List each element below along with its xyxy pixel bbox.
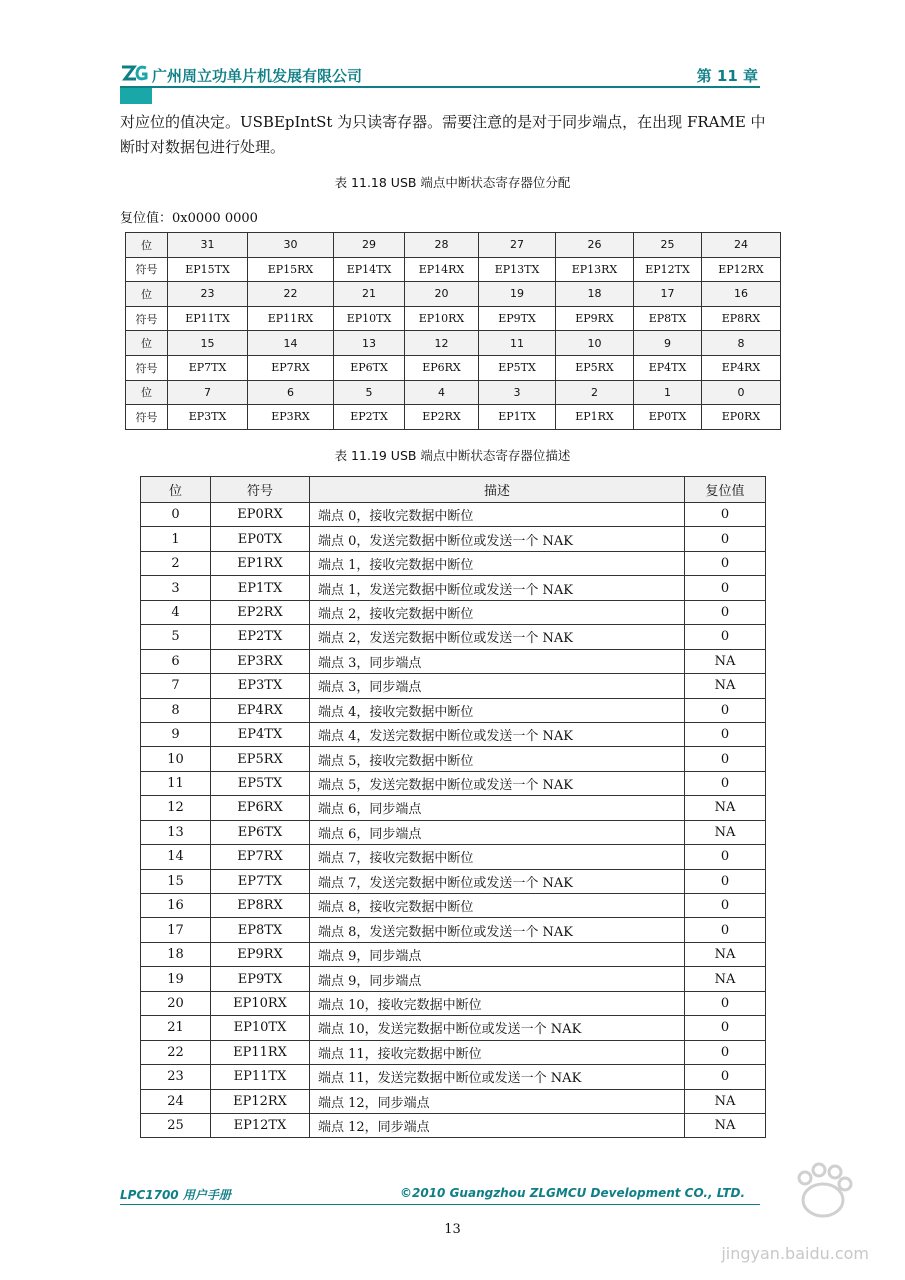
bit-number-cell: 20 [405, 282, 479, 307]
table-row [141, 1089, 766, 1113]
table-row [141, 698, 766, 722]
symbol-label: 符号 [126, 355, 168, 380]
reset-value: 复位值：0x0000 0000 [120, 211, 258, 226]
bit-cell: 2 [141, 551, 211, 575]
symbol-cell: EP14RX [405, 257, 479, 282]
bit-number-cell: 14 [248, 331, 334, 356]
symbol-cell: EP5TX [211, 771, 310, 795]
reset-value-cell: NA [685, 820, 766, 844]
bit-cell: 22 [141, 1040, 211, 1064]
symbol-cell: EP8TX [211, 918, 310, 942]
description-cell: 端点 3，同步端点 [310, 649, 685, 673]
symbol-cell: EP4TX [634, 355, 702, 380]
symbol-cell: EP6RX [211, 796, 310, 820]
description-cell: 端点 9，同步端点 [310, 967, 685, 991]
symbol-row [126, 355, 781, 380]
bit-number-cell: 19 [479, 282, 556, 307]
reset-value-cell: NA [685, 649, 766, 673]
table-row [141, 796, 766, 820]
description-cell: 端点 0，接收完数据中断位 [310, 503, 685, 527]
description-cell: 端点 9，同步端点 [310, 942, 685, 966]
bit-cell: 23 [141, 1065, 211, 1089]
bit-number-cell: 12 [405, 331, 479, 356]
symbol-cell: EP3RX [248, 405, 334, 430]
bit-cell: 3 [141, 576, 211, 600]
bit-number-cell: 2 [556, 380, 634, 405]
table-header-row [141, 477, 766, 503]
symbol-cell: EP15TX [168, 257, 248, 282]
bit-number-cell: 29 [334, 233, 405, 258]
reset-value-cell: 0 [685, 918, 766, 942]
symbol-cell: EP5RX [556, 355, 634, 380]
description-cell: 端点 5，接收完数据中断位 [310, 747, 685, 771]
table-row [141, 649, 766, 673]
bit-cell: 8 [141, 698, 211, 722]
bit-number-row [126, 282, 781, 307]
reset-value-cell: 0 [685, 600, 766, 624]
symbol-row [126, 257, 781, 282]
bit-number-cell: 4 [405, 380, 479, 405]
company-name: 广州周立功单片机发展有限公司 [152, 67, 363, 85]
header-accent-block [120, 88, 152, 104]
reset-value-cell: 0 [685, 1016, 766, 1040]
reset-value-cell: NA [685, 674, 766, 698]
reset-value-cell: 0 [685, 625, 766, 649]
bit-description-table [140, 476, 766, 1138]
symbol-row [126, 405, 781, 430]
reset-value-cell: NA [685, 796, 766, 820]
symbol-cell: EP12RX [702, 257, 781, 282]
bit-number-cell: 0 [702, 380, 781, 405]
bit-number-cell: 1 [634, 380, 702, 405]
reset-value-cell: 0 [685, 845, 766, 869]
description-cell: 端点 3，同步端点 [310, 674, 685, 698]
watermark-text: jingyan.baidu.com [721, 1244, 869, 1263]
symbol-cell: EP11TX [211, 1065, 310, 1089]
bit-number-cell: 15 [168, 331, 248, 356]
bit-number-cell: 11 [479, 331, 556, 356]
symbol-cell: EP0RX [211, 503, 310, 527]
footer-manual-title: LPC1700 用户手册 [120, 1188, 231, 1202]
bit-cell: 6 [141, 649, 211, 673]
symbol-cell: EP2RX [211, 600, 310, 624]
symbol-cell: EP1RX [556, 405, 634, 430]
bit-number-cell: 9 [634, 331, 702, 356]
symbol-cell: EP0RX [702, 405, 781, 430]
col-header-description: 描述 [310, 477, 685, 503]
table-row [141, 747, 766, 771]
symbol-cell: EP5RX [211, 747, 310, 771]
bit-cell: 15 [141, 869, 211, 893]
symbol-cell: EP5TX [479, 355, 556, 380]
reset-value-cell: NA [685, 1089, 766, 1113]
bit-cell: 16 [141, 894, 211, 918]
description-cell: 端点 8，接收完数据中断位 [310, 894, 685, 918]
intro-line-2: 断时对数据包进行处理。 [120, 138, 286, 156]
bit-cell: 24 [141, 1089, 211, 1113]
table-row [141, 503, 766, 527]
reset-value-cell: 0 [685, 869, 766, 893]
table-row [141, 1113, 766, 1137]
chapter-label: 第 11 章 [696, 67, 758, 85]
bit-cell: 0 [141, 503, 211, 527]
symbol-label: 符号 [126, 257, 168, 282]
bit-cell: 7 [141, 674, 211, 698]
symbol-cell: EP8TX [634, 306, 702, 331]
symbol-cell: EP3TX [211, 674, 310, 698]
bit-cell: 13 [141, 820, 211, 844]
bit-number-cell: 16 [702, 282, 781, 307]
bit-number-cell: 23 [168, 282, 248, 307]
bit-label: 位 [126, 380, 168, 405]
bit-number-cell: 22 [248, 282, 334, 307]
symbol-cell: EP1TX [479, 405, 556, 430]
bit-number-cell: 21 [334, 282, 405, 307]
table-row [141, 845, 766, 869]
bit-number-cell: 10 [556, 331, 634, 356]
symbol-cell: EP9RX [211, 942, 310, 966]
symbol-row [126, 306, 781, 331]
symbol-cell: EP7RX [211, 845, 310, 869]
symbol-label: 符号 [126, 405, 168, 430]
page-header [120, 64, 760, 86]
symbol-cell: EP4RX [211, 698, 310, 722]
reset-value-cell: 0 [685, 894, 766, 918]
bit-cell: 25 [141, 1113, 211, 1137]
table-row [141, 600, 766, 624]
bit-number-cell: 31 [168, 233, 248, 258]
description-cell: 端点 8，发送完数据中断位或发送一个 NAK [310, 918, 685, 942]
bit-cell: 11 [141, 771, 211, 795]
reset-value-cell: 0 [685, 722, 766, 746]
zlg-logo-icon [120, 64, 148, 82]
symbol-cell: EP2TX [334, 405, 405, 430]
bit-cell: 17 [141, 918, 211, 942]
bit-number-cell: 6 [248, 380, 334, 405]
footer-rule [120, 1204, 760, 1205]
symbol-cell: EP0TX [211, 527, 310, 551]
reset-value-cell: 0 [685, 747, 766, 771]
bit-number-cell: 26 [556, 233, 634, 258]
table-row [141, 722, 766, 746]
symbol-cell: EP7RX [248, 355, 334, 380]
symbol-cell: EP8RX [211, 894, 310, 918]
symbol-cell: EP10RX [405, 306, 479, 331]
symbol-cell: EP15RX [248, 257, 334, 282]
description-cell: 端点 4，发送完数据中断位或发送一个 NAK [310, 722, 685, 746]
symbol-cell: EP1TX [211, 576, 310, 600]
table-row [141, 918, 766, 942]
col-header-symbol: 符号 [211, 477, 310, 503]
symbol-cell: EP9RX [556, 306, 634, 331]
bit-cell: 20 [141, 991, 211, 1015]
description-cell: 端点 12，同步端点 [310, 1089, 685, 1113]
bit-cell: 4 [141, 600, 211, 624]
symbol-cell: EP11TX [168, 306, 248, 331]
bit-allocation-table [125, 232, 781, 430]
reset-value-cell: 0 [685, 576, 766, 600]
table-row [141, 674, 766, 698]
symbol-cell: EP6RX [405, 355, 479, 380]
symbol-cell: EP13RX [556, 257, 634, 282]
description-cell: 端点 7，发送完数据中断位或发送一个 NAK [310, 869, 685, 893]
symbol-cell: EP6TX [334, 355, 405, 380]
bit-number-cell: 27 [479, 233, 556, 258]
reset-value-cell: 0 [685, 698, 766, 722]
symbol-cell: EP10RX [211, 991, 310, 1015]
description-cell: 端点 5，发送完数据中断位或发送一个 NAK [310, 771, 685, 795]
intro-paragraph [120, 110, 770, 160]
intro-line-1: 对应位的值决定。USBEpIntSt 为只读寄存器。需要注意的是对于同步端点，在出现 FRAME 中 [120, 113, 766, 131]
table-row [141, 967, 766, 991]
reset-value-cell: 0 [685, 991, 766, 1015]
symbol-cell: EP12TX [211, 1113, 310, 1137]
symbol-cell: EP8RX [702, 306, 781, 331]
reset-value-cell: 0 [685, 1040, 766, 1064]
bit-label: 位 [126, 282, 168, 307]
description-cell: 端点 1，接收完数据中断位 [310, 551, 685, 575]
symbol-cell: EP11RX [248, 306, 334, 331]
symbol-cell: EP4RX [702, 355, 781, 380]
bit-number-cell: 24 [702, 233, 781, 258]
table19-caption: 表 11.19 USB 端点中断状态寄存器位描述 [334, 448, 571, 463]
bit-description-body [141, 503, 766, 1138]
bit-number-cell: 18 [556, 282, 634, 307]
col-header-reset: 复位值 [685, 477, 766, 503]
header-rule [120, 86, 760, 88]
bit-cell: 19 [141, 967, 211, 991]
bit-cell: 9 [141, 722, 211, 746]
symbol-cell: EP13TX [479, 257, 556, 282]
symbol-cell: EP10TX [334, 306, 405, 331]
description-cell: 端点 10，发送完数据中断位或发送一个 NAK [310, 1016, 685, 1040]
reset-value-cell: 0 [685, 527, 766, 551]
symbol-label: 符号 [126, 306, 168, 331]
symbol-cell: EP0TX [634, 405, 702, 430]
table-row [141, 771, 766, 795]
bit-number-cell: 7 [168, 380, 248, 405]
table-row [141, 991, 766, 1015]
description-cell: 端点 11，发送完数据中断位或发送一个 NAK [310, 1065, 685, 1089]
bit-number-row [126, 331, 781, 356]
bit-number-cell: 30 [248, 233, 334, 258]
bit-number-row [126, 233, 781, 258]
symbol-cell: EP3TX [168, 405, 248, 430]
table-row [141, 1065, 766, 1089]
table-row [141, 625, 766, 649]
symbol-cell: EP3RX [211, 649, 310, 673]
symbol-cell: EP12RX [211, 1089, 310, 1113]
symbol-cell: EP1RX [211, 551, 310, 575]
symbol-cell: EP6TX [211, 820, 310, 844]
bit-number-row [126, 380, 781, 405]
reset-value-cell: NA [685, 1113, 766, 1137]
symbol-cell: EP9TX [211, 967, 310, 991]
reset-value-cell: NA [685, 942, 766, 966]
description-cell: 端点 1，发送完数据中断位或发送一个 NAK [310, 576, 685, 600]
description-cell: 端点 10，接收完数据中断位 [310, 991, 685, 1015]
description-cell: 端点 2，接收完数据中断位 [310, 600, 685, 624]
reset-value-cell: 0 [685, 771, 766, 795]
bit-cell: 12 [141, 796, 211, 820]
reset-value-cell: 0 [685, 503, 766, 527]
table-row [141, 1040, 766, 1064]
bit-cell: 10 [141, 747, 211, 771]
bit-number-cell: 28 [405, 233, 479, 258]
page-number: 13 [444, 1222, 461, 1237]
bit-label: 位 [126, 233, 168, 258]
col-header-bit: 位 [141, 477, 211, 503]
table-row [141, 1016, 766, 1040]
symbol-cell: EP7TX [168, 355, 248, 380]
table-row [141, 869, 766, 893]
table-row [141, 576, 766, 600]
bit-number-cell: 8 [702, 331, 781, 356]
symbol-cell: EP12TX [634, 257, 702, 282]
description-cell: 端点 4，接收完数据中断位 [310, 698, 685, 722]
footer-copyright: ©2010 Guangzhou ZLGMCU Development CO., LTD. [400, 1186, 746, 1200]
bit-cell: 21 [141, 1016, 211, 1040]
description-cell: 端点 6，同步端点 [310, 796, 685, 820]
table18-caption: 表 11.18 USB 端点中断状态寄存器位分配 [334, 175, 571, 190]
description-cell: 端点 2，发送完数据中断位或发送一个 NAK [310, 625, 685, 649]
description-cell: 端点 0，发送完数据中断位或发送一个 NAK [310, 527, 685, 551]
symbol-cell: EP4TX [211, 722, 310, 746]
table-row [141, 942, 766, 966]
symbol-cell: EP11RX [211, 1040, 310, 1064]
bit-number-cell: 25 [634, 233, 702, 258]
bit-allocation-body [126, 233, 781, 430]
symbol-cell: EP2TX [211, 625, 310, 649]
table-row [141, 894, 766, 918]
description-cell: 端点 12，同步端点 [310, 1113, 685, 1137]
description-cell: 端点 11，接收完数据中断位 [310, 1040, 685, 1064]
symbol-cell: EP14TX [334, 257, 405, 282]
bit-number-cell: 17 [634, 282, 702, 307]
reset-value-cell: 0 [685, 1065, 766, 1089]
bit-cell: 18 [141, 942, 211, 966]
bit-number-cell: 3 [479, 380, 556, 405]
bit-cell: 5 [141, 625, 211, 649]
table-row [141, 527, 766, 551]
bit-number-cell: 13 [334, 331, 405, 356]
reset-value-cell: 0 [685, 551, 766, 575]
reset-value-cell: NA [685, 967, 766, 991]
symbol-cell: EP2RX [405, 405, 479, 430]
description-cell: 端点 7，接收完数据中断位 [310, 845, 685, 869]
symbol-cell: EP9TX [479, 306, 556, 331]
table-row [141, 551, 766, 575]
description-cell: 端点 6，同步端点 [310, 820, 685, 844]
bit-number-cell: 5 [334, 380, 405, 405]
bit-label: 位 [126, 331, 168, 356]
table-row [141, 820, 766, 844]
bit-cell: 1 [141, 527, 211, 551]
symbol-cell: EP10TX [211, 1016, 310, 1040]
bit-cell: 14 [141, 845, 211, 869]
symbol-cell: EP7TX [211, 869, 310, 893]
